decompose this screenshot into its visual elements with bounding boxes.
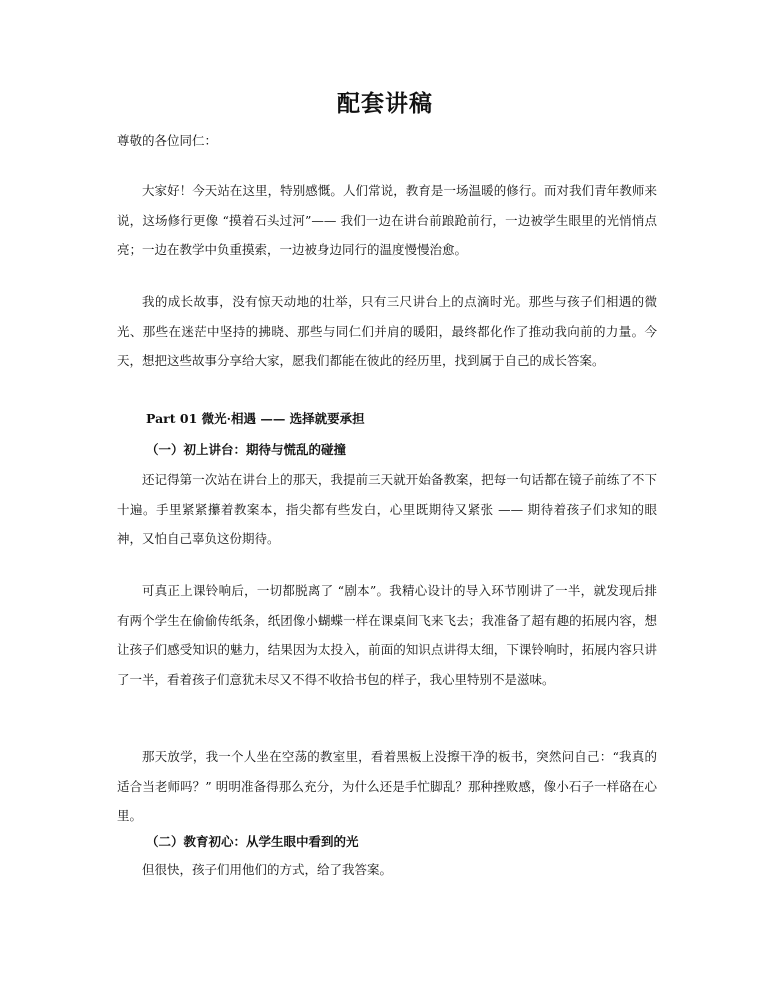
paragraph-after-school: 那天放学，我一个人坐在空荡的教室里，看着黑板上没擦干净的板书，突然问自己：“我真的适合当老师吗？” 明明准备得那么充分，为什么还是手忙脚乱？那种挫败感，像小石子一样硌在心里。 [117,749,657,823]
paragraph-intro: 大家好！今天站在这里，特别感慨。人们常说，教育是一场温暖的修行。而对我们青年教师来说，这场修行更像 “摸着石头过河”—— 我们一边在讲台前踉跄前行，一边被学生眼里的光悄悄点亮；一边在教学中负重摸索，一边被身边同行的温度慢慢治愈。 [117,183,657,257]
paragraph-first-class: 还记得第一次站在讲台上的那天，我提前三天就开始备教案，把每一句话都在镜子前练了不下十遍。手里紧紧攥着教案本，指尖都有些发白，心里既期待又紧张 —— 期待着孩子们求知的眼神，又怕自己辜负这份期待。 [117,472,657,546]
salutation: 尊敬的各位同仁： [117,133,218,148]
part-heading: Part 01 微光·相遇 —— 选择就要承担 [146,411,365,426]
section-1-heading: （一）初上讲台：期待与慌乱的碰撞 [146,442,347,457]
paragraph-answer: 但很快，孩子们用他们的方式，给了我答案。 [142,862,393,877]
paragraph-bell-rang: 可真正上课铃响后，一切都脱离了 “剧本”。我精心设计的导入环节刚讲了一半，就发现后排有两个学生在偷偷传纸条，纸团像小蝴蝶一样在课桌间飞来飞去；我准备了超有趣的拓展内容，想让孩子们感受知识的魅力，结果因为太投入，前面的知识点讲得太细，下课铃响时，拓展内容只讲了一半，看着孩子们意犹未尽又不得不收拾书包的样子，我心里特别不是滋味。 [117,583,657,687]
section-2-heading: （二）教育初心：从学生眼中看到的光 [146,834,359,849]
document-title: 配套讲稿 [337,91,433,117]
paragraph-story: 我的成长故事，没有惊天动地的壮举，只有三尺讲台上的点滴时光。那些与孩子们相遇的微光、那些在迷茫中坚持的拂晓、那些与同仁们并肩的暖阳，最终都化作了推动我向前的力量。今天，想把这些故事分享给大家，愿我们都能在彼此的经历里，找到属于自己的成长答案。 [117,294,657,368]
